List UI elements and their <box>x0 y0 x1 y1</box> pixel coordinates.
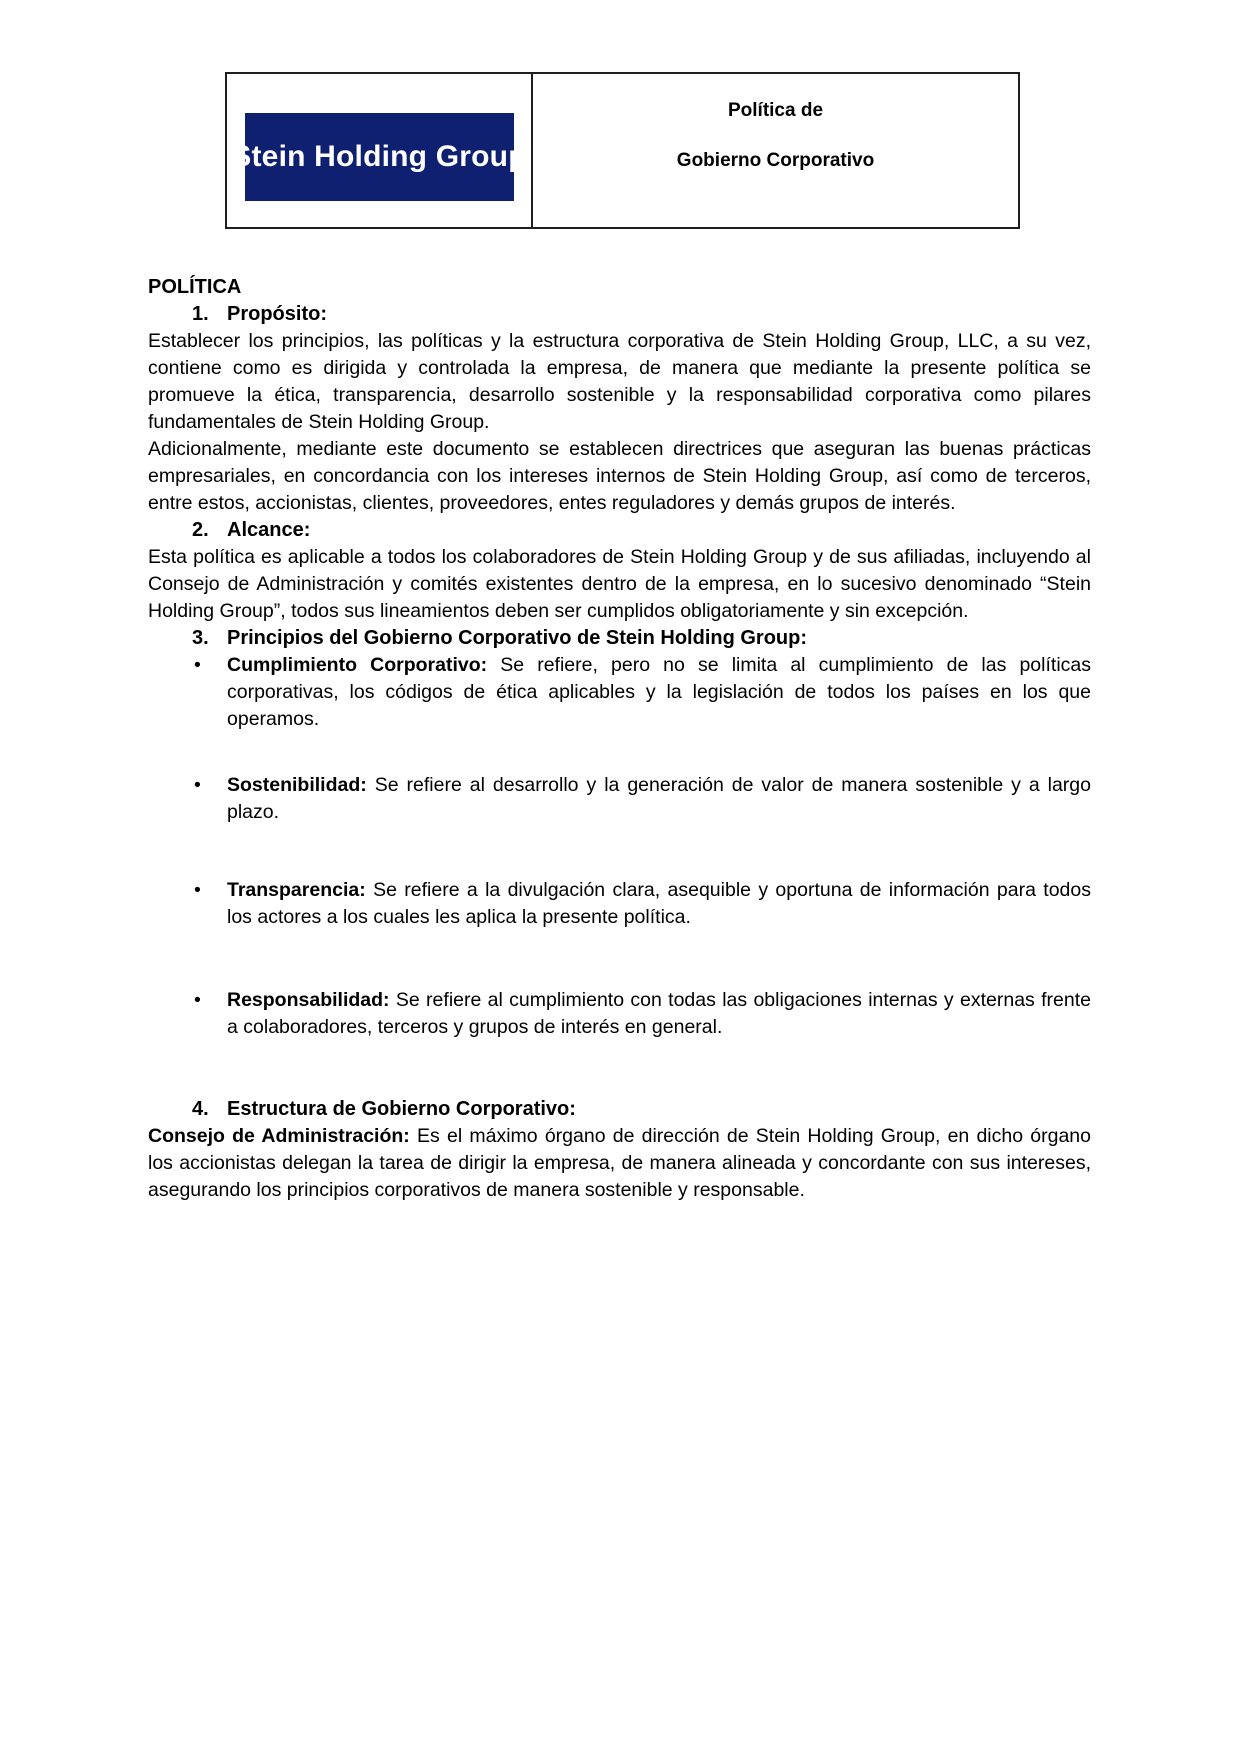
section-title: Principios del Gobierno Corporativo de Stein Holding Group: <box>227 627 808 649</box>
header-table <box>225 72 1020 229</box>
paragraph-lead: Consejo de Administración: <box>148 1125 410 1147</box>
paragraph-consejo <box>148 1123 1091 1204</box>
bullet-icon: • <box>194 879 201 901</box>
bullet-text: Se refiere, pero no se limita al cumplimiento de las políticas corporativas, los códigos de ética aplicables y la legislación de todos los países en los que operamos. <box>227 654 1091 730</box>
document-title-line2: Gobierno Corporativo <box>676 150 875 171</box>
section-heading-principios <box>148 625 1091 652</box>
header-logo-cell <box>227 74 533 227</box>
bullet-cumplimiento <box>148 652 1091 733</box>
policy-main-heading: POLÍTICA <box>148 276 242 298</box>
bullet-lead: Transparencia: <box>227 879 366 901</box>
bullet-responsabilidad <box>148 987 1091 1041</box>
bullet-text: Se refiere al cumplimiento con todas las obligaciones internas y externas frente a colaboradores, terceros y grupos de interés en general. <box>227 989 1091 1038</box>
section-heading-estructura <box>148 1096 1091 1123</box>
paragraph-proposito-2: Adicionalmente, mediante este documento se establecen directrices que aseguran las buenas prácticas empresariales, en concordancia con los intereses internos de Stein Holding Group, así como de terceros, entre estos, accionistas, clientes, proveedores, entes reguladores y demás grupos de interés. <box>148 438 1091 514</box>
document-title-line1: Política de <box>727 100 824 121</box>
company-logo: Stein Holding Group <box>245 113 514 201</box>
section-number: 4. <box>192 1098 209 1120</box>
bullet-lead: Sostenibilidad: <box>227 774 367 796</box>
paragraph-proposito-1: Establecer los principios, las políticas y la estructura corporativa de Stein Holding Group, LLC, a su vez, contiene como es dirigida y controlada la empresa, de manera que mediante la presente política se promueve la ética, transparencia, desarrollo sostenible y la responsabilidad corporativa como pilares fundamentales de Stein Holding Group. <box>148 330 1091 433</box>
bullet-text: Se refiere a la divulgación clara, asequible y oportuna de información para todos los actores a los cuales les aplica la presente política. <box>227 879 1091 928</box>
paragraph-text: Es el máximo órgano de dirección de Stein Holding Group, en dicho órgano los accionistas delegan la tarea de dirigir la empresa, de manera alineada y concordante con sus intereses, asegurando los principios corporativos de manera sostenible y responsable. <box>148 1125 1091 1201</box>
paragraph-alcance: Esta política es aplicable a todos los colaboradores de Stein Holding Group y de sus afiliadas, incluyendo al Consejo de Administración y comités existentes dentro de la empresa, en lo sucesivo denominado “Stein Holding Group”, todos sus lineamientos deben ser cumplidos obligatoriamente y sin excepción. <box>148 546 1091 622</box>
section-number: 3. <box>192 627 209 649</box>
section-title: Propósito: <box>227 303 327 325</box>
document-body <box>148 274 1091 1204</box>
section-number: 1. <box>192 303 209 325</box>
bullet-transparencia <box>148 877 1091 931</box>
section-heading-proposito <box>148 301 1091 328</box>
section-number: 2. <box>192 519 209 541</box>
bullet-icon: • <box>194 989 201 1011</box>
bullet-icon: • <box>194 654 201 676</box>
bullet-sostenibilidad <box>148 772 1091 826</box>
section-title: Estructura de Gobierno Corporativo: <box>227 1098 576 1120</box>
bullet-lead: Cumplimiento Corporativo: <box>227 654 488 676</box>
bullet-icon: • <box>194 774 201 796</box>
section-title: Alcance: <box>227 519 311 541</box>
bullet-lead: Responsabilidad: <box>227 989 390 1011</box>
section-heading-alcance <box>148 517 1091 544</box>
bullet-text: Se refiere al desarrollo y la generación de valor de manera sostenible y a largo plazo. <box>227 774 1091 823</box>
header-title-cell <box>533 74 1018 227</box>
